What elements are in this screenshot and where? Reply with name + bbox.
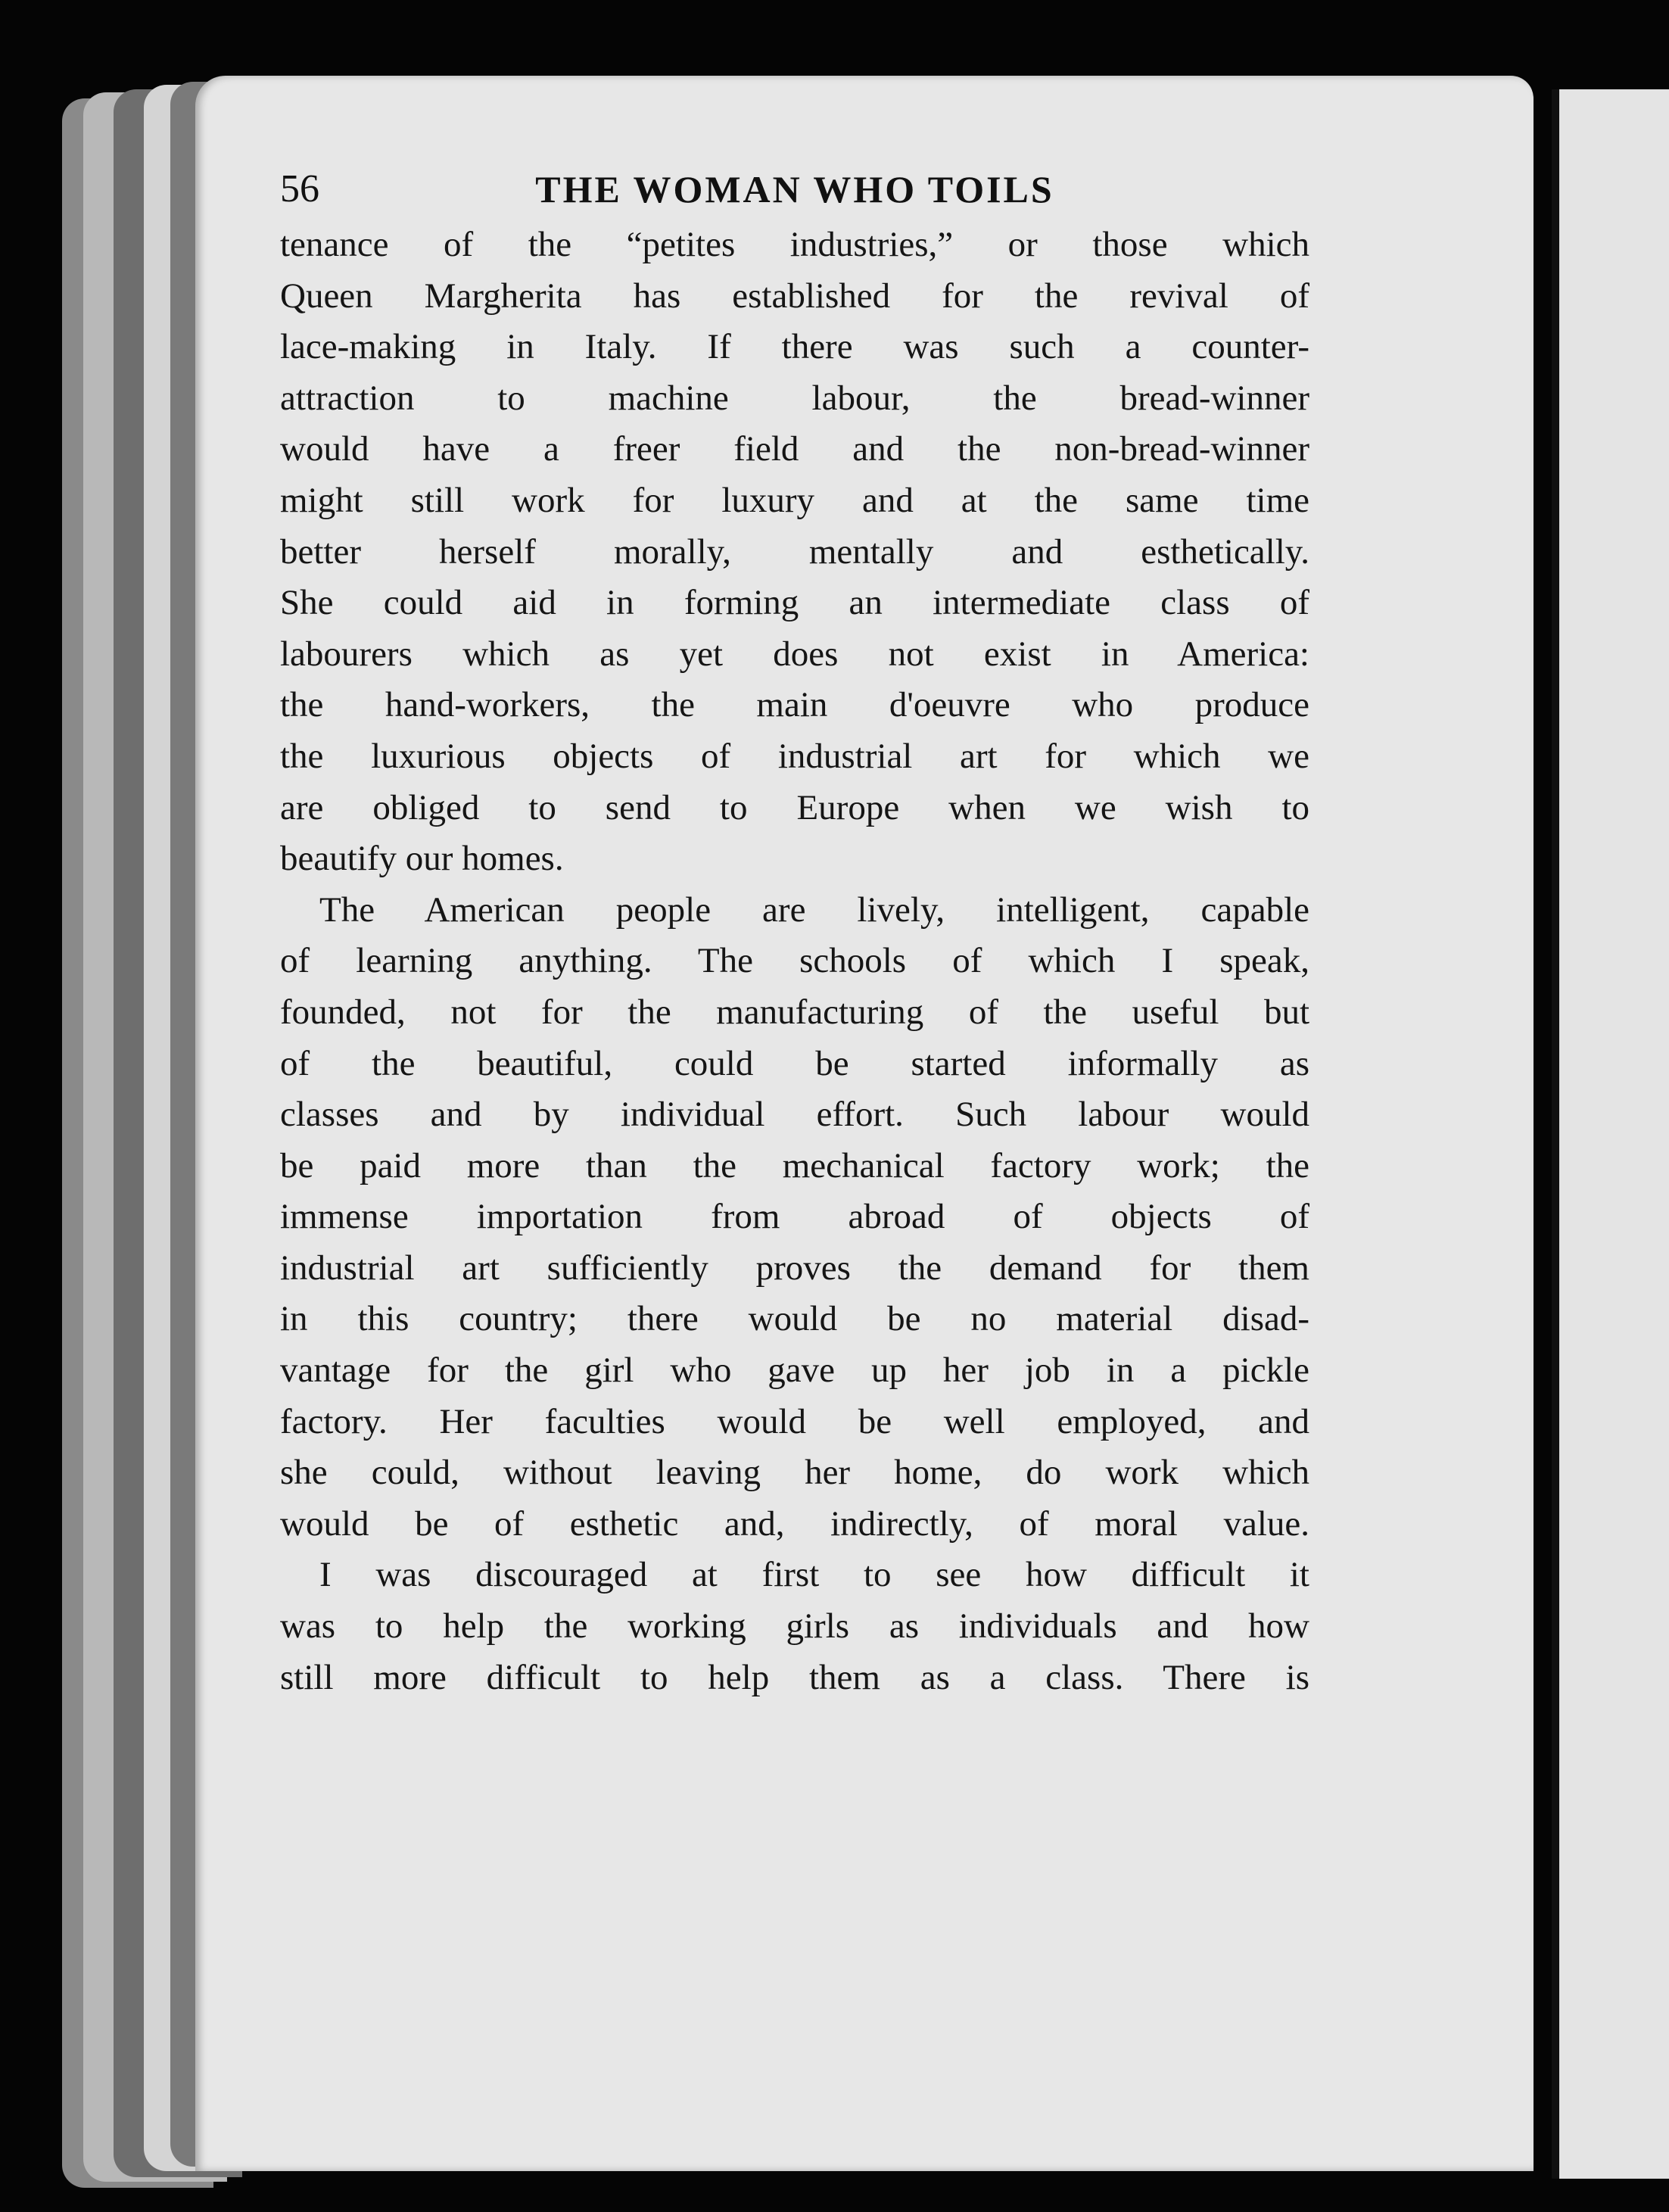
text-line: the luxurious objects of industrial art for which we	[280, 736, 1309, 776]
text-line: was to help the working girls as individuals and how	[280, 1606, 1309, 1647]
page-number: 56	[280, 167, 319, 210]
text-line: would have a freer field and the non-bread-winner	[280, 429, 1309, 469]
page-header	[280, 151, 1309, 220]
text-line: industrial art sufficiently proves the demand for them	[280, 1248, 1309, 1288]
text-line: immense importation from abroad of objects of	[280, 1197, 1309, 1237]
text-line: be paid more than the mechanical factory work; the	[280, 1145, 1309, 1185]
body-text	[280, 220, 1309, 1703]
text-line: She could aid in forming an intermediate class of	[280, 583, 1309, 623]
text-line: would be of esthetic and, indirectly, of moral value.	[280, 1503, 1309, 1544]
text-line: of the beautiful, could be started informally as	[280, 1043, 1309, 1083]
text-line: factory. Her faculties would be well employed, and	[280, 1401, 1309, 1441]
text-line: classes and by individual effort. Such labour would	[280, 1095, 1309, 1135]
text-line: attraction to machine labour, the bread-winner	[280, 378, 1309, 418]
running-head: THE WOMAN WHO TOILS	[535, 168, 1054, 210]
text-line: of learning anything. The schools of which I speak,	[280, 941, 1309, 981]
text-line: I was discouraged at first to see how difficult it	[319, 1555, 1309, 1595]
text-line: vantage for the girl who gave up her job in a pickle	[280, 1351, 1309, 1391]
text-line: lace-making in Italy. If there was such a counter-	[280, 327, 1309, 367]
text-line: better herself morally, mentally and esthetically.	[280, 531, 1309, 572]
text-line: tenance of the “petites industries,” or those which	[280, 225, 1309, 264]
text-line: she could, without leaving her home, do work which	[280, 1453, 1309, 1493]
text-line: are obliged to send to Europe when we wish to	[280, 787, 1309, 827]
text-line: might still work for luxury and at the same time	[280, 480, 1309, 520]
text-line: Queen Margherita has established for the revival of	[280, 276, 1309, 316]
text-line: The American people are lively, intelligent, capable	[319, 889, 1309, 930]
text-line: labourers which as yet does not exist in America:	[280, 634, 1309, 674]
text-line: still more difficult to help them as a class. There is	[280, 1657, 1309, 1697]
text-line: beautify our homes.	[280, 839, 564, 879]
text-line: in this country; there would be no material disad-	[280, 1299, 1309, 1339]
text-line: the hand-workers, the main d'oeuvre who produce	[280, 685, 1309, 725]
text-line: founded, not for the manufacturing of the useful but	[280, 992, 1309, 1032]
facing-page-edge	[1552, 89, 1669, 2179]
